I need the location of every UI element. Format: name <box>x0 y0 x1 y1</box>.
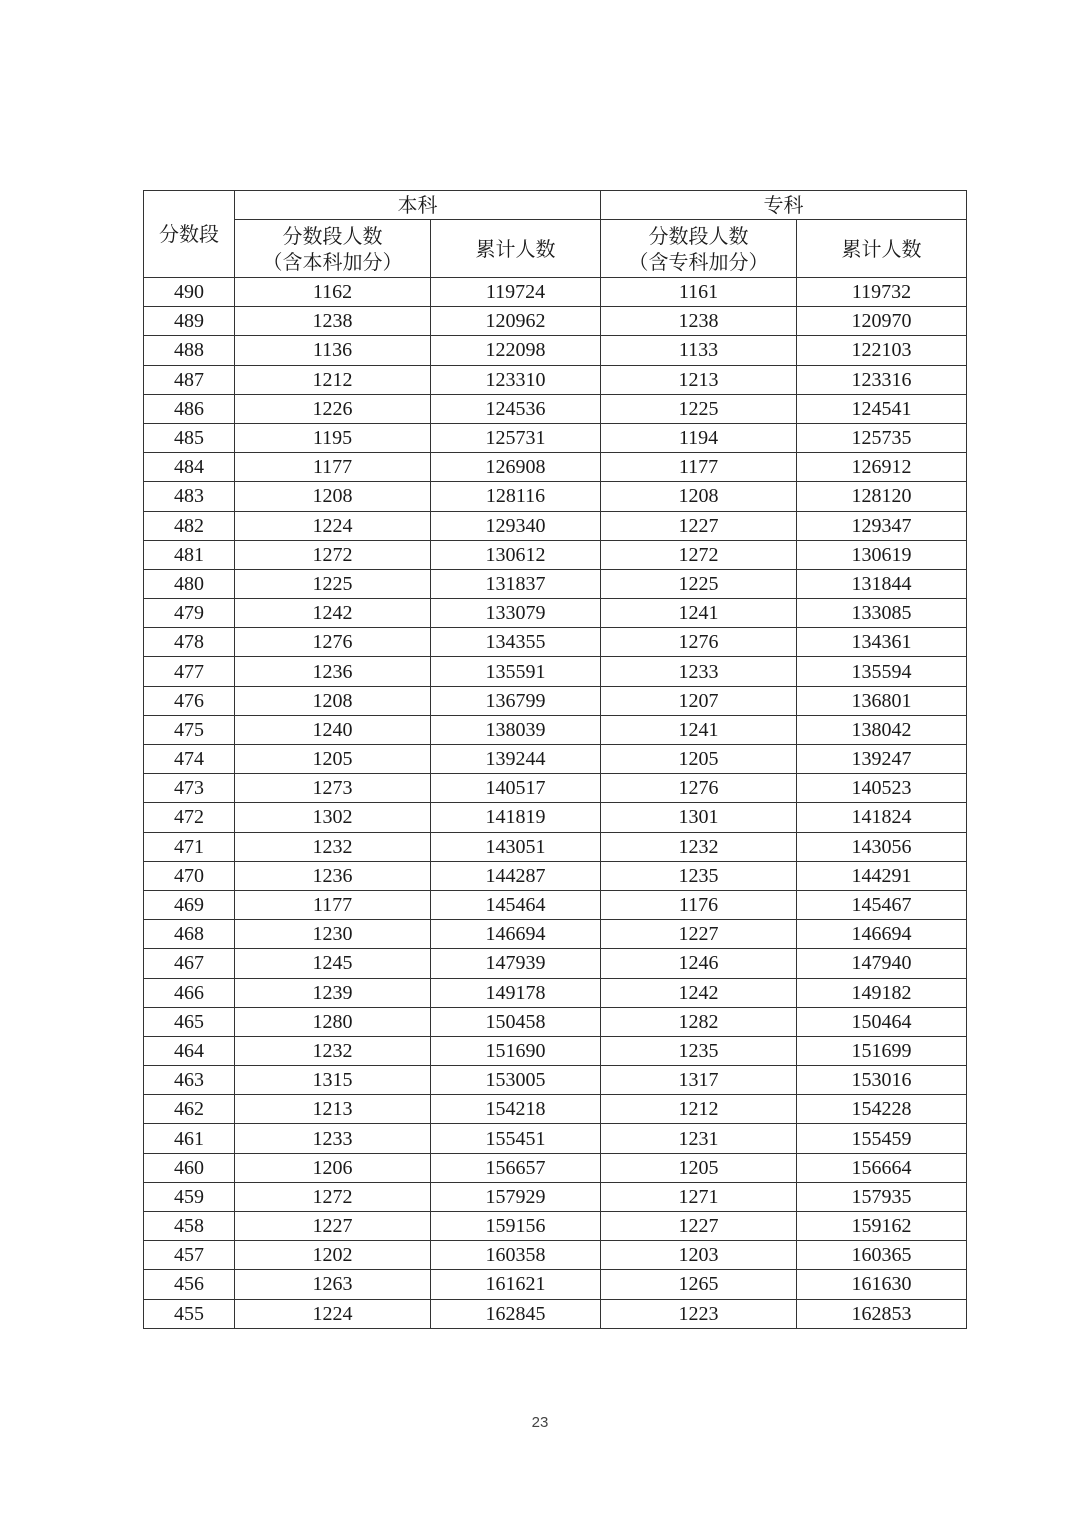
vocational-count-cell: 1225 <box>601 394 797 423</box>
undergraduate-cumulative-cell: 144287 <box>431 861 601 890</box>
vocational-cumulative-cell: 120970 <box>797 307 967 336</box>
undergraduate-count-cell: 1195 <box>235 423 431 452</box>
score-cell: 469 <box>144 890 235 919</box>
vocational-count-cell: 1205 <box>601 1153 797 1182</box>
undergraduate-count-cell: 1208 <box>235 482 431 511</box>
table-row <box>144 1270 967 1299</box>
undergraduate-count-cell: 1205 <box>235 745 431 774</box>
undergraduate-cumulative-cell: 122098 <box>431 336 601 365</box>
table-row <box>144 861 967 890</box>
vocational-count-cell: 1227 <box>601 1212 797 1241</box>
undergraduate-count-cell: 1236 <box>235 861 431 890</box>
undergraduate-cumulative-cell: 146694 <box>431 920 601 949</box>
table-row <box>144 686 967 715</box>
score-cell: 488 <box>144 336 235 365</box>
table-row <box>144 336 967 365</box>
score-cell: 487 <box>144 365 235 394</box>
undergraduate-count-cell: 1230 <box>235 920 431 949</box>
table-row <box>144 394 967 423</box>
undergraduate-cumulative-cell: 162845 <box>431 1299 601 1328</box>
header-vocational-count <box>601 220 797 278</box>
undergraduate-count-cell: 1273 <box>235 774 431 803</box>
undergraduate-count-cell: 1272 <box>235 540 431 569</box>
vocational-count-cell: 1133 <box>601 336 797 365</box>
undergraduate-cumulative-cell: 143051 <box>431 832 601 861</box>
table-row <box>144 657 967 686</box>
score-cell: 484 <box>144 453 235 482</box>
vocational-count-cell: 1227 <box>601 920 797 949</box>
table-row <box>144 832 967 861</box>
undergraduate-cumulative-cell: 140517 <box>431 774 601 803</box>
score-cell: 457 <box>144 1241 235 1270</box>
vocational-count-cell: 1276 <box>601 774 797 803</box>
undergraduate-count-cell: 1224 <box>235 1299 431 1328</box>
undergraduate-cumulative-cell: 134355 <box>431 628 601 657</box>
undergraduate-cumulative-cell: 159156 <box>431 1212 601 1241</box>
undergraduate-cumulative-cell: 131837 <box>431 569 601 598</box>
score-cell: 467 <box>144 949 235 978</box>
vocational-count-cell: 1317 <box>601 1066 797 1095</box>
score-cell: 480 <box>144 569 235 598</box>
table-row <box>144 774 967 803</box>
undergraduate-count-cell: 1272 <box>235 1182 431 1211</box>
vocational-count-cell: 1301 <box>601 803 797 832</box>
score-cell: 477 <box>144 657 235 686</box>
score-cell: 474 <box>144 745 235 774</box>
table-row <box>144 949 967 978</box>
undergraduate-cumulative-cell: 145464 <box>431 890 601 919</box>
vocational-count-cell: 1227 <box>601 511 797 540</box>
vocational-count-cell: 1205 <box>601 745 797 774</box>
vocational-count-cell: 1161 <box>601 278 797 307</box>
table-row <box>144 890 967 919</box>
score-cell: 464 <box>144 1036 235 1065</box>
vocational-cumulative-cell: 130619 <box>797 540 967 569</box>
undergraduate-cumulative-cell: 135591 <box>431 657 601 686</box>
undergraduate-cumulative-cell: 141819 <box>431 803 601 832</box>
table-row <box>144 978 967 1007</box>
vocational-cumulative-cell: 154228 <box>797 1095 967 1124</box>
vocational-cumulative-cell: 157935 <box>797 1182 967 1211</box>
undergraduate-cumulative-cell: 161621 <box>431 1270 601 1299</box>
undergraduate-count-cell: 1232 <box>235 1036 431 1065</box>
table-row <box>144 511 967 540</box>
vocational-cumulative-cell: 124541 <box>797 394 967 423</box>
undergraduate-cumulative-cell: 154218 <box>431 1095 601 1124</box>
vocational-count-cell: 1238 <box>601 307 797 336</box>
undergraduate-count-cell: 1240 <box>235 715 431 744</box>
vocational-count-cell: 1231 <box>601 1124 797 1153</box>
vocational-cumulative-cell: 156664 <box>797 1153 967 1182</box>
vocational-cumulative-cell: 131844 <box>797 569 967 598</box>
header-group-vocational: 专科 <box>601 191 967 220</box>
undergraduate-count-cell: 1213 <box>235 1095 431 1124</box>
header-vocational-count-line1: 分数段人数 <box>648 223 749 248</box>
score-cell: 458 <box>144 1212 235 1241</box>
vocational-count-cell: 1246 <box>601 949 797 978</box>
undergraduate-count-cell: 1232 <box>235 832 431 861</box>
vocational-count-cell: 1194 <box>601 423 797 452</box>
vocational-count-cell: 1241 <box>601 715 797 744</box>
undergraduate-cumulative-cell: 126908 <box>431 453 601 482</box>
undergraduate-count-cell: 1238 <box>235 307 431 336</box>
undergraduate-count-cell: 1208 <box>235 686 431 715</box>
undergraduate-count-cell: 1177 <box>235 890 431 919</box>
score-cell: 486 <box>144 394 235 423</box>
table-row <box>144 803 967 832</box>
vocational-count-cell: 1233 <box>601 657 797 686</box>
table-row <box>144 1241 967 1270</box>
undergraduate-count-cell: 1263 <box>235 1270 431 1299</box>
vocational-cumulative-cell: 133085 <box>797 599 967 628</box>
undergraduate-count-cell: 1245 <box>235 949 431 978</box>
score-cell: 465 <box>144 1007 235 1036</box>
table-row <box>144 365 967 394</box>
table-row <box>144 1182 967 1211</box>
vocational-cumulative-cell: 129347 <box>797 511 967 540</box>
vocational-cumulative-cell: 149182 <box>797 978 967 1007</box>
undergraduate-cumulative-cell: 136799 <box>431 686 601 715</box>
table-row <box>144 628 967 657</box>
undergraduate-count-cell: 1225 <box>235 569 431 598</box>
table-header <box>144 191 967 278</box>
undergraduate-cumulative-cell: 138039 <box>431 715 601 744</box>
vocational-cumulative-cell: 139247 <box>797 745 967 774</box>
score-cell: 466 <box>144 978 235 1007</box>
undergraduate-cumulative-cell: 130612 <box>431 540 601 569</box>
undergraduate-cumulative-cell: 125731 <box>431 423 601 452</box>
undergraduate-cumulative-cell: 149178 <box>431 978 601 1007</box>
vocational-cumulative-cell: 153016 <box>797 1066 967 1095</box>
vocational-count-cell: 1235 <box>601 861 797 890</box>
vocational-count-cell: 1213 <box>601 365 797 394</box>
undergraduate-count-cell: 1239 <box>235 978 431 1007</box>
undergraduate-cumulative-cell: 119724 <box>431 278 601 307</box>
undergraduate-count-cell: 1233 <box>235 1124 431 1153</box>
vocational-count-cell: 1235 <box>601 1036 797 1065</box>
score-cell: 455 <box>144 1299 235 1328</box>
vocational-cumulative-cell: 146694 <box>797 920 967 949</box>
vocational-count-cell: 1271 <box>601 1182 797 1211</box>
score-cell: 459 <box>144 1182 235 1211</box>
vocational-count-cell: 1177 <box>601 453 797 482</box>
score-cell: 463 <box>144 1066 235 1095</box>
header-vocational-cumulative: 累计人数 <box>797 220 967 278</box>
undergraduate-count-cell: 1302 <box>235 803 431 832</box>
vocational-cumulative-cell: 143056 <box>797 832 967 861</box>
score-cell: 471 <box>144 832 235 861</box>
table-row <box>144 307 967 336</box>
vocational-cumulative-cell: 126912 <box>797 453 967 482</box>
undergraduate-cumulative-cell: 151690 <box>431 1036 601 1065</box>
table-row <box>144 1124 967 1153</box>
header-vocational-count-line2: （含专科加分） <box>628 249 769 274</box>
undergraduate-cumulative-cell: 153005 <box>431 1066 601 1095</box>
vocational-count-cell: 1203 <box>601 1241 797 1270</box>
vocational-count-cell: 1225 <box>601 569 797 598</box>
undergraduate-count-cell: 1177 <box>235 453 431 482</box>
vocational-count-cell: 1212 <box>601 1095 797 1124</box>
table-row <box>144 1153 967 1182</box>
undergraduate-count-cell: 1136 <box>235 336 431 365</box>
header-undergraduate-count-line1: 分数段人数 <box>282 223 383 248</box>
vocational-count-cell: 1223 <box>601 1299 797 1328</box>
undergraduate-count-cell: 1212 <box>235 365 431 394</box>
undergraduate-cumulative-cell: 157929 <box>431 1182 601 1211</box>
score-cell: 472 <box>144 803 235 832</box>
header-undergraduate-count-line2: （含本科加分） <box>262 249 403 274</box>
undergraduate-cumulative-cell: 128116 <box>431 482 601 511</box>
undergraduate-count-cell: 1224 <box>235 511 431 540</box>
vocational-cumulative-cell: 125735 <box>797 423 967 452</box>
vocational-count-cell: 1272 <box>601 540 797 569</box>
score-cell: 461 <box>144 1124 235 1153</box>
undergraduate-count-cell: 1315 <box>235 1066 431 1095</box>
vocational-cumulative-cell: 162853 <box>797 1299 967 1328</box>
score-cell: 479 <box>144 599 235 628</box>
undergraduate-count-cell: 1242 <box>235 599 431 628</box>
table-row <box>144 569 967 598</box>
undergraduate-count-cell: 1227 <box>235 1212 431 1241</box>
undergraduate-count-cell: 1226 <box>235 394 431 423</box>
table-row <box>144 1066 967 1095</box>
vocational-cumulative-cell: 122103 <box>797 336 967 365</box>
table-row <box>144 1212 967 1241</box>
undergraduate-cumulative-cell: 123310 <box>431 365 601 394</box>
undergraduate-cumulative-cell: 150458 <box>431 1007 601 1036</box>
vocational-cumulative-cell: 134361 <box>797 628 967 657</box>
vocational-count-cell: 1242 <box>601 978 797 1007</box>
undergraduate-cumulative-cell: 139244 <box>431 745 601 774</box>
undergraduate-count-cell: 1202 <box>235 1241 431 1270</box>
score-cell: 468 <box>144 920 235 949</box>
vocational-cumulative-cell: 161630 <box>797 1270 967 1299</box>
vocational-cumulative-cell: 119732 <box>797 278 967 307</box>
score-cell: 483 <box>144 482 235 511</box>
vocational-count-cell: 1276 <box>601 628 797 657</box>
table-row <box>144 423 967 452</box>
vocational-cumulative-cell: 141824 <box>797 803 967 832</box>
vocational-cumulative-cell: 144291 <box>797 861 967 890</box>
undergraduate-count-cell: 1276 <box>235 628 431 657</box>
vocational-count-cell: 1207 <box>601 686 797 715</box>
score-cell: 476 <box>144 686 235 715</box>
table-body <box>144 278 967 1329</box>
table-row <box>144 482 967 511</box>
table-row <box>144 1007 967 1036</box>
table-row <box>144 1036 967 1065</box>
score-cell: 489 <box>144 307 235 336</box>
undergraduate-cumulative-cell: 129340 <box>431 511 601 540</box>
undergraduate-count-cell: 1206 <box>235 1153 431 1182</box>
table-row <box>144 1299 967 1328</box>
undergraduate-count-cell: 1280 <box>235 1007 431 1036</box>
score-cell: 490 <box>144 278 235 307</box>
vocational-cumulative-cell: 145467 <box>797 890 967 919</box>
vocational-cumulative-cell: 128120 <box>797 482 967 511</box>
score-cell: 485 <box>144 423 235 452</box>
vocational-cumulative-cell: 160365 <box>797 1241 967 1270</box>
vocational-count-cell: 1241 <box>601 599 797 628</box>
score-cell: 470 <box>144 861 235 890</box>
vocational-cumulative-cell: 159162 <box>797 1212 967 1241</box>
table-row <box>144 599 967 628</box>
undergraduate-count-cell: 1236 <box>235 657 431 686</box>
undergraduate-cumulative-cell: 120962 <box>431 307 601 336</box>
score-cell: 460 <box>144 1153 235 1182</box>
table-row <box>144 745 967 774</box>
score-cell: 456 <box>144 1270 235 1299</box>
score-distribution-table <box>143 190 967 1329</box>
table-row <box>144 540 967 569</box>
vocational-count-cell: 1232 <box>601 832 797 861</box>
score-cell: 473 <box>144 774 235 803</box>
vocational-cumulative-cell: 135594 <box>797 657 967 686</box>
undergraduate-cumulative-cell: 160358 <box>431 1241 601 1270</box>
undergraduate-count-cell: 1162 <box>235 278 431 307</box>
vocational-cumulative-cell: 123316 <box>797 365 967 394</box>
score-cell: 475 <box>144 715 235 744</box>
vocational-cumulative-cell: 151699 <box>797 1036 967 1065</box>
undergraduate-cumulative-cell: 124536 <box>431 394 601 423</box>
undergraduate-cumulative-cell: 156657 <box>431 1153 601 1182</box>
table-row <box>144 715 967 744</box>
vocational-count-cell: 1282 <box>601 1007 797 1036</box>
vocational-count-cell: 1208 <box>601 482 797 511</box>
vocational-cumulative-cell: 150464 <box>797 1007 967 1036</box>
page-number: 23 <box>531 1414 549 1431</box>
vocational-cumulative-cell: 155459 <box>797 1124 967 1153</box>
undergraduate-cumulative-cell: 155451 <box>431 1124 601 1153</box>
score-cell: 482 <box>144 511 235 540</box>
score-cell: 481 <box>144 540 235 569</box>
header-undergraduate-count <box>235 220 431 278</box>
header-undergraduate-cumulative: 累计人数 <box>431 220 601 278</box>
table-row <box>144 1095 967 1124</box>
vocational-cumulative-cell: 138042 <box>797 715 967 744</box>
table-row <box>144 920 967 949</box>
vocational-cumulative-cell: 147940 <box>797 949 967 978</box>
score-cell: 478 <box>144 628 235 657</box>
undergraduate-cumulative-cell: 133079 <box>431 599 601 628</box>
table-row <box>144 453 967 482</box>
vocational-count-cell: 1176 <box>601 890 797 919</box>
vocational-cumulative-cell: 140523 <box>797 774 967 803</box>
vocational-cumulative-cell: 136801 <box>797 686 967 715</box>
header-score-range: 分数段 <box>144 191 235 278</box>
vocational-count-cell: 1265 <box>601 1270 797 1299</box>
header-group-undergraduate: 本科 <box>235 191 601 220</box>
score-cell: 462 <box>144 1095 235 1124</box>
undergraduate-cumulative-cell: 147939 <box>431 949 601 978</box>
table-row <box>144 278 967 307</box>
